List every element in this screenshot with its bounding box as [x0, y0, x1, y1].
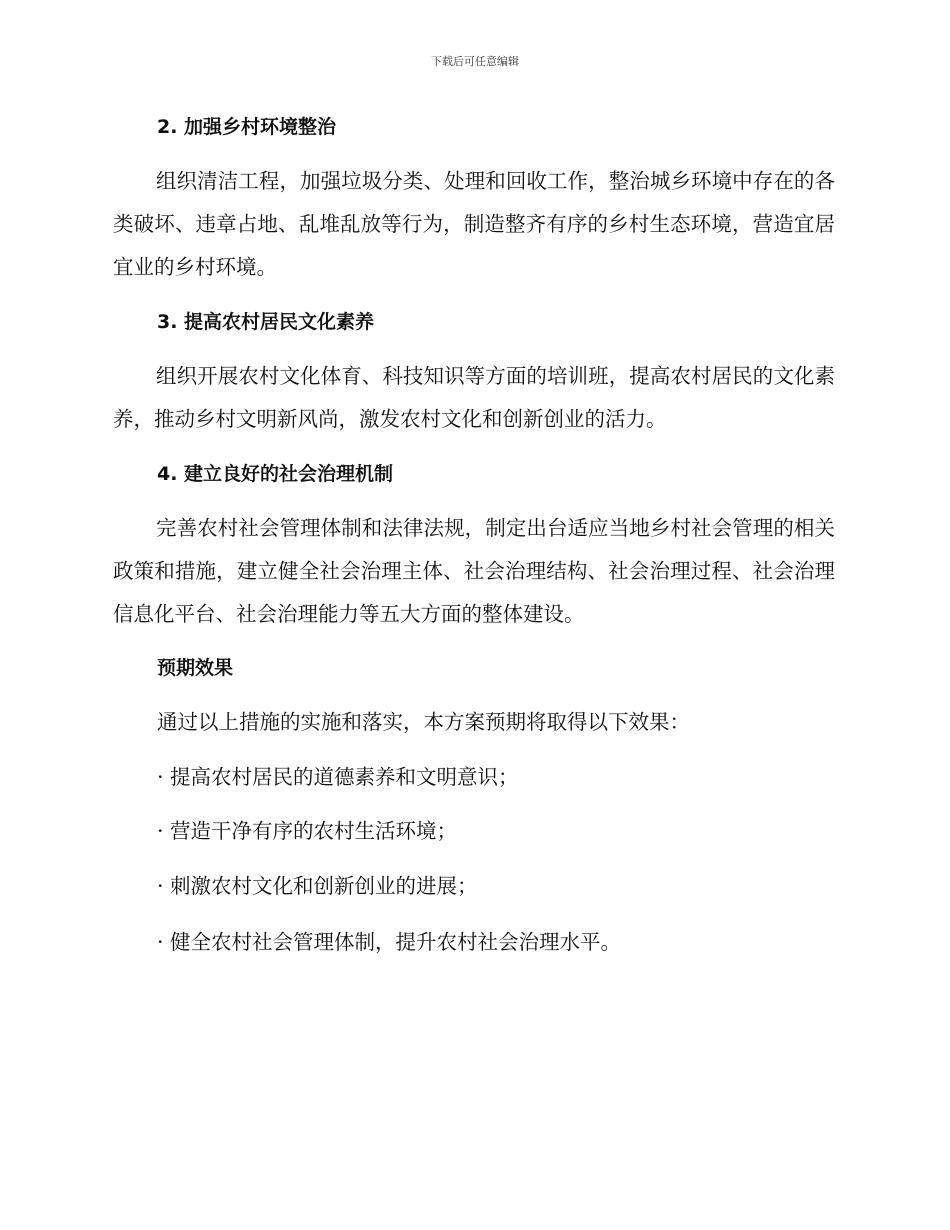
- effects-bullet-item: · 健全农村社会管理体制，提升农村社会治理水平。: [157, 930, 622, 954]
- effects-bullet-item: · 刺激农村文化和创新创业的进展；: [157, 874, 478, 898]
- effects-intro: 通过以上措施的实施和落实，本方案预期将取得以下效果：: [157, 710, 690, 734]
- page-header: 下载后可任意编辑: [431, 55, 519, 68]
- section-heading-environment: 2. 加强乡村环境整治: [157, 116, 337, 138]
- section-paragraph-culture: 组织开展农村文化体育、科技知识等方面的培训班，提高农村居民的文化素养，推动乡村文明新风尚，激发农村文化和创新创业的活力。: [113, 364, 835, 431]
- section-heading-culture: 3. 提高农村居民文化素养: [157, 311, 375, 333]
- effects-bullet-item: · 营造干净有序的农村生活环境；: [157, 819, 458, 843]
- effects-heading: 预期效果: [157, 657, 234, 679]
- section-paragraph-governance: 完善农村社会管理体制和法律法规，制定出台适应当地乡村社会管理的相关政策和措施，建立健全社会治理主体、社会治理结构、社会治理过程、社会治理信息化平台、社会治理能力等五大方面的整体建设。: [113, 516, 835, 626]
- section-heading-governance: 4. 建立良好的社会治理机制: [157, 463, 394, 485]
- section-paragraph-environment: 组织清洁工程，加强垃圾分类、处理和回收工作，整治城乡环境中存在的各类破坏、违章占地、乱堆乱放等行为，制造整齐有序的乡村生态环境，营造宜居宜业的乡村环境。: [113, 169, 835, 279]
- effects-bullet-item: · 提高农村居民的道德素养和文明意识；: [157, 765, 519, 789]
